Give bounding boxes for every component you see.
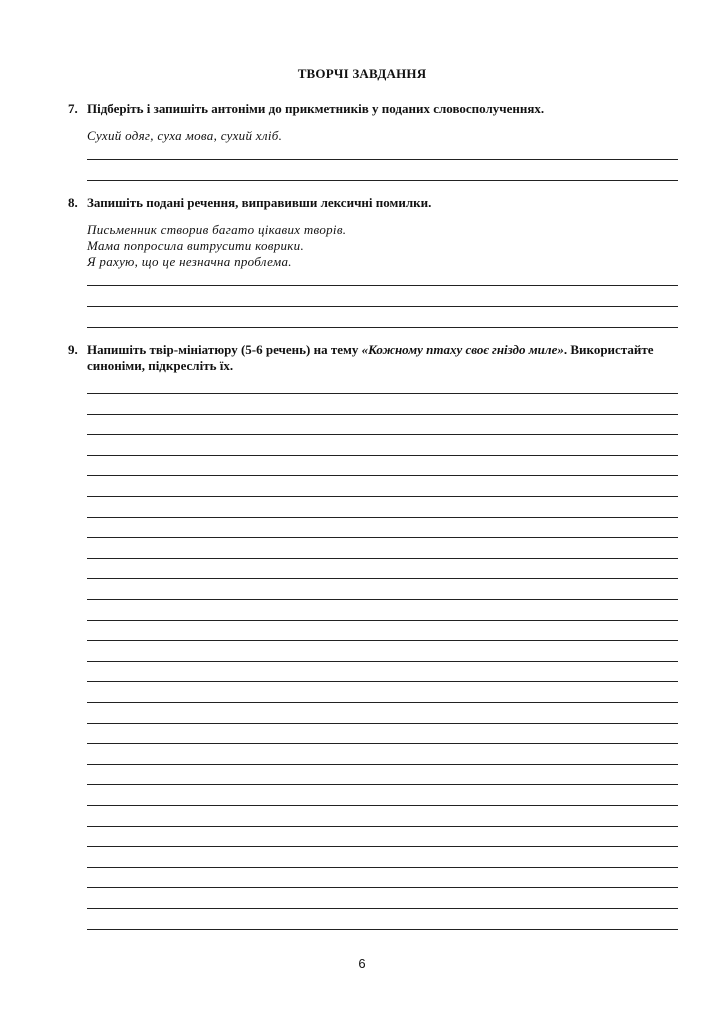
task-9-answer-line[interactable] — [87, 929, 678, 930]
task-8-text: Запишіть подані речення, виправивши лексичні помилки. — [87, 195, 432, 210]
task-7-answer-line[interactable] — [87, 180, 678, 181]
task-9-answer-line[interactable] — [87, 743, 678, 744]
task-9-text — [87, 342, 680, 374]
task-9-answer-line[interactable] — [87, 805, 678, 806]
task-9-answer-line[interactable] — [87, 640, 678, 641]
task-9-answer-line[interactable] — [87, 475, 678, 476]
task-9-answer-line[interactable] — [87, 393, 678, 394]
task-9-answer-line[interactable] — [87, 620, 678, 621]
task-9-answer-line[interactable] — [87, 846, 678, 847]
task-8-example-2: Мама попросила витрусити коврики. — [87, 238, 305, 253]
task-7-example-1: Сухий одяг, суха мова, сухий хліб. — [87, 128, 283, 143]
task-9-answer-line[interactable] — [87, 599, 678, 600]
task-9-answer-line[interactable] — [87, 496, 678, 497]
task-9-answer-line[interactable] — [87, 517, 678, 518]
task-9-answer-line[interactable] — [87, 455, 678, 456]
task-9-answer-line[interactable] — [87, 702, 678, 703]
task-9-answer-line[interactable] — [87, 723, 678, 724]
task-8-number: 8. — [68, 195, 78, 210]
task-7-text: Підберіть і запишіть антоніми до прикметників у поданих словосполученнях. — [87, 101, 545, 116]
task-7-number: 7. — [68, 101, 78, 116]
task-9-instruction — [68, 342, 680, 374]
task-9-text-start: Напишіть твір-мініатюру (5-6 речень) на тему — [87, 342, 362, 357]
task-9-answer-line[interactable] — [87, 537, 678, 538]
task-8-answer-line[interactable] — [87, 327, 678, 328]
task-9-answer-line[interactable] — [87, 558, 678, 559]
task-9-answer-line[interactable] — [87, 784, 678, 785]
task-9-text-end: . Використайте синоніми, підкресліть їх. — [87, 342, 654, 373]
page-title: ТВОРЧІ ЗАВДАННЯ — [297, 66, 427, 81]
task-7-instruction — [68, 101, 680, 117]
task-9-answer-line[interactable] — [87, 434, 678, 435]
task-9-answer-line[interactable] — [87, 681, 678, 682]
task-9-answer-line[interactable] — [87, 908, 678, 909]
task-9-answer-line[interactable] — [87, 414, 678, 415]
page-number: 6 — [358, 956, 366, 971]
task-9-answer-line[interactable] — [87, 764, 678, 765]
task-9-number: 9. — [68, 342, 78, 357]
task-8-example-3: Я рахую, що це незначна проблема. — [87, 254, 292, 269]
task-8-answer-line[interactable] — [87, 306, 678, 307]
task-8-instruction — [68, 195, 680, 211]
task-9-answer-line[interactable] — [87, 867, 678, 868]
task-9-answer-line[interactable] — [87, 887, 678, 888]
task-9-answer-line[interactable] — [87, 826, 678, 827]
task-8-answer-line[interactable] — [87, 285, 678, 286]
task-8-example-1: Письменник створив багато цікавих творів. — [87, 222, 347, 237]
task-9-answer-line[interactable] — [87, 578, 678, 579]
task-7-answer-line[interactable] — [87, 159, 678, 160]
task-9-topic: «Кожному птаху своє гніздо миле» — [361, 342, 564, 357]
task-9-answer-line[interactable] — [87, 661, 678, 662]
